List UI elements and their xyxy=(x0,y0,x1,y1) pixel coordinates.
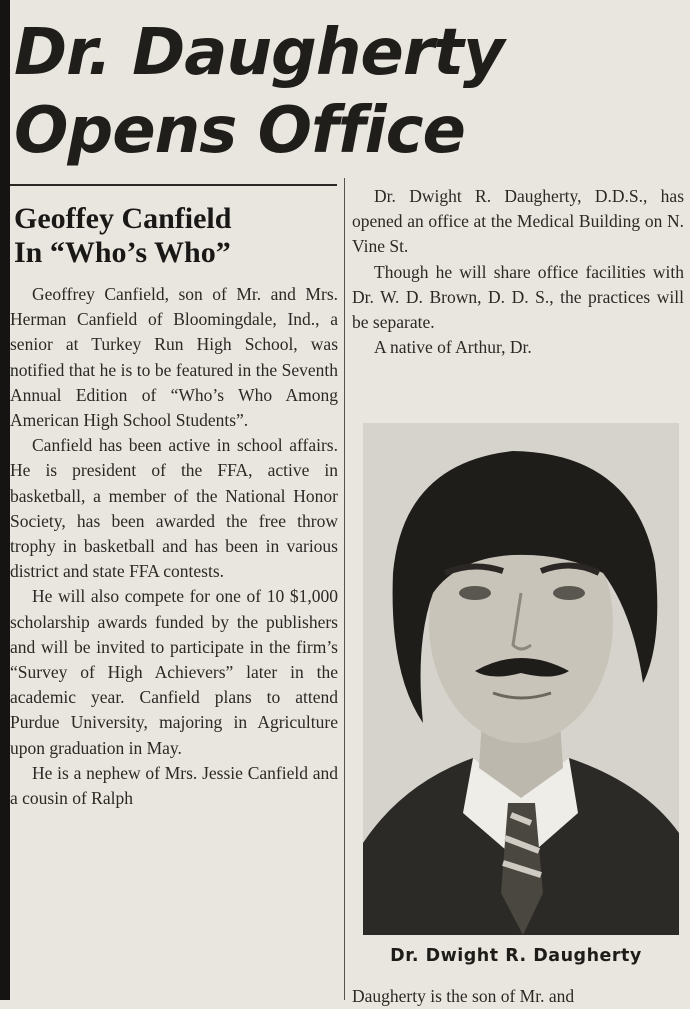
article-paragraph: A native of Arthur, Dr. xyxy=(374,337,532,358)
portrait-photo xyxy=(363,423,679,935)
sidebar-paragraph: Canfield has been active in school affairs. He is president of the FFA, active in basketball, a member of the National Honor Society, has been awarded the free throw trophy in basketball and has been in various district and state FFA contests. xyxy=(10,435,338,582)
sidebar-paragraph: He is a nephew of Mrs. Jessie Canfield and a cousin of Ralph xyxy=(10,762,338,809)
scan-edge xyxy=(0,0,10,1000)
column-rule xyxy=(10,184,337,186)
photo-caption: Dr. Dwight R. Daugherty xyxy=(390,946,642,966)
sidebar-headline: Geoffey Canfield In “Who’s Who” xyxy=(14,202,232,269)
sidebar-article-body xyxy=(10,282,338,811)
portrait-illustration xyxy=(363,423,679,935)
main-article-body xyxy=(352,184,684,360)
sidebar-paragraph: Geoffrey Canfield, son of Mr. and Mrs. Herman Canfield of Bloomingdale, Ind., a senior at Turkey Run High School, was notified that he is to be featured in the Seventh Annual Edition of “Who’s Who Among American High School Students”. xyxy=(10,284,338,431)
article-continuation-fragment: Daugherty is the son of Mr. and xyxy=(352,986,575,1006)
article-paragraph: Though he will share office facilities with Dr. W. D. Brown, D. D. S., the practices will be separate. xyxy=(352,261,684,333)
column-divider xyxy=(344,178,345,1000)
article-paragraph: Dr. Dwight R. Daugherty, D.D.S., has opened an office at the Medical Building on N. Vine St. xyxy=(352,186,684,257)
main-headline: Dr. Daugherty Opens Office xyxy=(14,16,504,168)
sidebar-paragraph: He will also compete for one of 10 $1,000 scholarship awards funded by the publishers and will be invited to participate in the firm’s “Survey of High Achievers” later in the academic year. Canfield plans to attend Purdue University, majoring in Agriculture upon graduation in May. xyxy=(10,586,338,758)
